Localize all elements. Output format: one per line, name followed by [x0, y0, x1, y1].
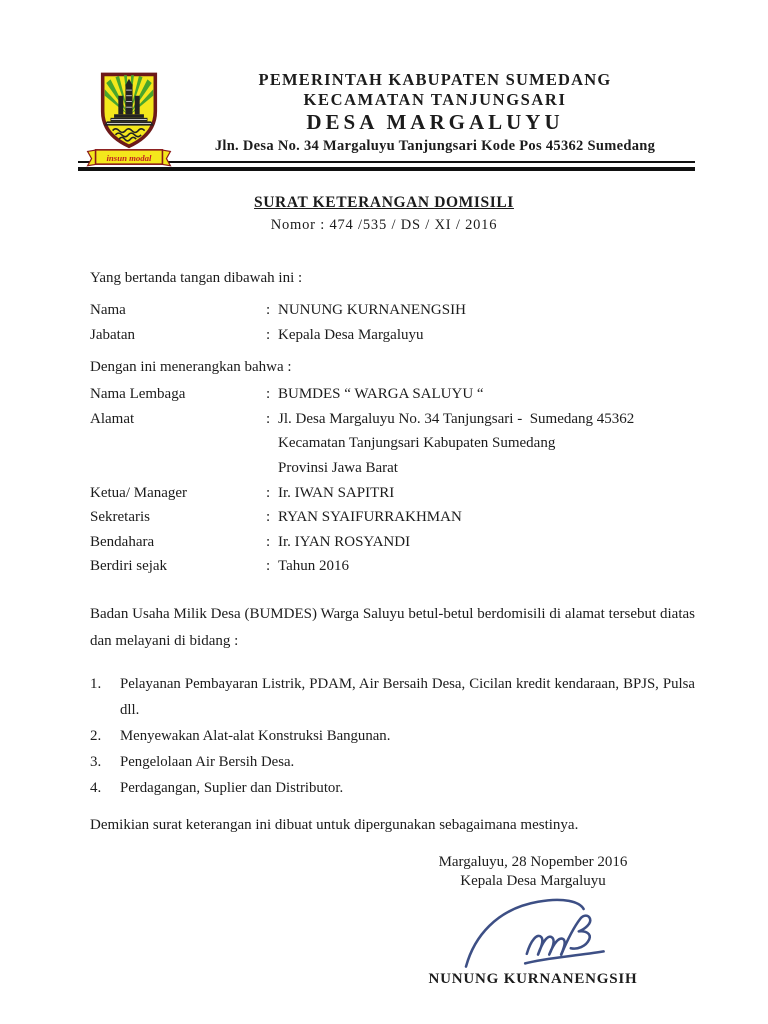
- list-item-text: Pelayanan Pembayaran Listrik, PDAM, Air Bersaih Desa, Cicilan kredit kendaraan, BPJS, Pulsa dll.: [120, 675, 695, 718]
- field-label: Nama Lembaga: [90, 386, 186, 403]
- statement-line: Dengan ini menerangkan bahwa :: [90, 359, 292, 376]
- field-value: Ir. IWAN SAPITRI: [278, 484, 395, 501]
- list-item: [90, 775, 695, 801]
- field-colon: :: [266, 386, 271, 403]
- field-colon: :: [266, 509, 271, 526]
- list-item-number: 2.: [90, 727, 102, 744]
- list-item-text: Perdagangan, Suplier dan Distributor.: [120, 779, 344, 796]
- field-value: NUNUNG KURNANENGSIH: [278, 302, 466, 318]
- field-row-bendahara: [90, 530, 695, 555]
- field-value: Tahun 2016: [278, 558, 350, 575]
- field-row-alamat: [90, 407, 695, 432]
- signer-name: NUNUNG KURNANENGSIH: [428, 970, 638, 987]
- field-row-ketua: [90, 481, 695, 506]
- letter-body: [90, 268, 695, 988]
- field-value: Kecamatan Tanjungsari Kabupaten Sumedang: [278, 435, 556, 452]
- field-label: Nama: [90, 302, 126, 318]
- place-date: Margaluyu, 28 Nopember 2016: [438, 853, 628, 870]
- field-value: Kepala Desa Margaluyu: [278, 326, 424, 343]
- document-title: SURAT KETERANGAN DOMISILI: [254, 194, 514, 211]
- field-colon: [266, 431, 278, 456]
- letterhead-government: PEMERINTAH KABUPATEN SUMEDANG: [258, 70, 612, 89]
- letterhead-address: Jln. Desa No. 34 Margaluyu Tanjungsari Kode Pos 45362 Sumedang: [214, 138, 656, 154]
- list-item-text: Menyewakan Alat-alat Konstruksi Bangunan.: [120, 727, 391, 744]
- signature-block: [408, 853, 658, 988]
- closing-line: Demikian surat keterangan ini dibuat untuk dipergunakan sebagaimana mestinya.: [90, 816, 579, 833]
- field-value: BUMDES “ WARGA SALUYU “: [278, 386, 484, 403]
- field-colon: :: [266, 484, 271, 501]
- field-label: Jabatan: [90, 326, 135, 343]
- opening-line: Yang bertanda tangan dibawah ini :: [90, 270, 303, 286]
- letterhead-district: KECAMATAN TANJUNGSARI: [303, 90, 567, 109]
- field-label: Sekretaris: [90, 509, 150, 526]
- field-value: RYAN SYAIFURRAKHMAN: [278, 509, 462, 526]
- field-colon: :: [266, 558, 271, 575]
- sumedang-regency-seal: [86, 70, 172, 167]
- list-item: [90, 749, 695, 775]
- organization-fields: [90, 382, 695, 579]
- field-colon: :: [266, 533, 271, 550]
- field-label: Ketua/ Manager: [90, 484, 188, 501]
- list-item-number: 3.: [90, 753, 102, 770]
- seal-motto-text: insun modal: [106, 152, 152, 163]
- letterhead-text: [170, 70, 700, 156]
- field-label: [90, 456, 266, 481]
- signer-fields: [90, 298, 695, 347]
- field-row-alamat-line3: [90, 456, 695, 481]
- sumedang-shield-icon: [97, 70, 161, 150]
- field-row-sekretaris: [90, 505, 695, 530]
- list-item-number: 4.: [90, 779, 102, 796]
- field-colon: :: [266, 410, 271, 427]
- field-label: Alamat: [90, 410, 135, 427]
- field-row-nama-lembaga: [90, 382, 695, 407]
- field-colon: :: [266, 302, 271, 318]
- domicile-paragraph: Badan Usaha Milik Desa (BUMDES) Warga Saluyu betul-betul berdomisili di alamat tersebut diatas dan melayani di bidang :: [90, 605, 695, 650]
- letterhead: [0, 0, 768, 163]
- list-item: [90, 671, 695, 723]
- field-colon: [266, 456, 278, 481]
- title-block: [0, 193, 768, 234]
- field-row-alamat-line2: [90, 431, 695, 456]
- services-list: [90, 671, 695, 801]
- field-row-berdiri-sejak: [90, 554, 695, 579]
- list-item-number: 1.: [90, 675, 102, 692]
- field-label: [90, 431, 266, 456]
- field-label: Bendahara: [90, 533, 155, 550]
- field-value: Jl. Desa Margaluyu No. 34 Tanjungsari - Sumedang 45362: [278, 410, 635, 427]
- field-value: Provinsi Jawa Barat: [278, 459, 398, 476]
- seal-motto-ribbon: [86, 147, 172, 167]
- field-row-jabatan: [90, 323, 695, 348]
- list-item-text: Pengelolaan Air Bersih Desa.: [120, 753, 295, 770]
- field-label: Berdiri sejak: [90, 558, 168, 575]
- letterhead-village: DESA MARGALUYU: [306, 110, 564, 134]
- field-value: Ir. IYAN ROSYANDI: [278, 533, 411, 550]
- list-item: [90, 723, 695, 749]
- signer-role: Kepala Desa Margaluyu: [460, 872, 606, 889]
- document-number: Nomor : 474 /535 / DS / XI / 2016: [270, 217, 498, 233]
- field-row-nama: [90, 298, 695, 323]
- signature-ink-icon: [438, 893, 670, 969]
- field-colon: :: [266, 326, 271, 343]
